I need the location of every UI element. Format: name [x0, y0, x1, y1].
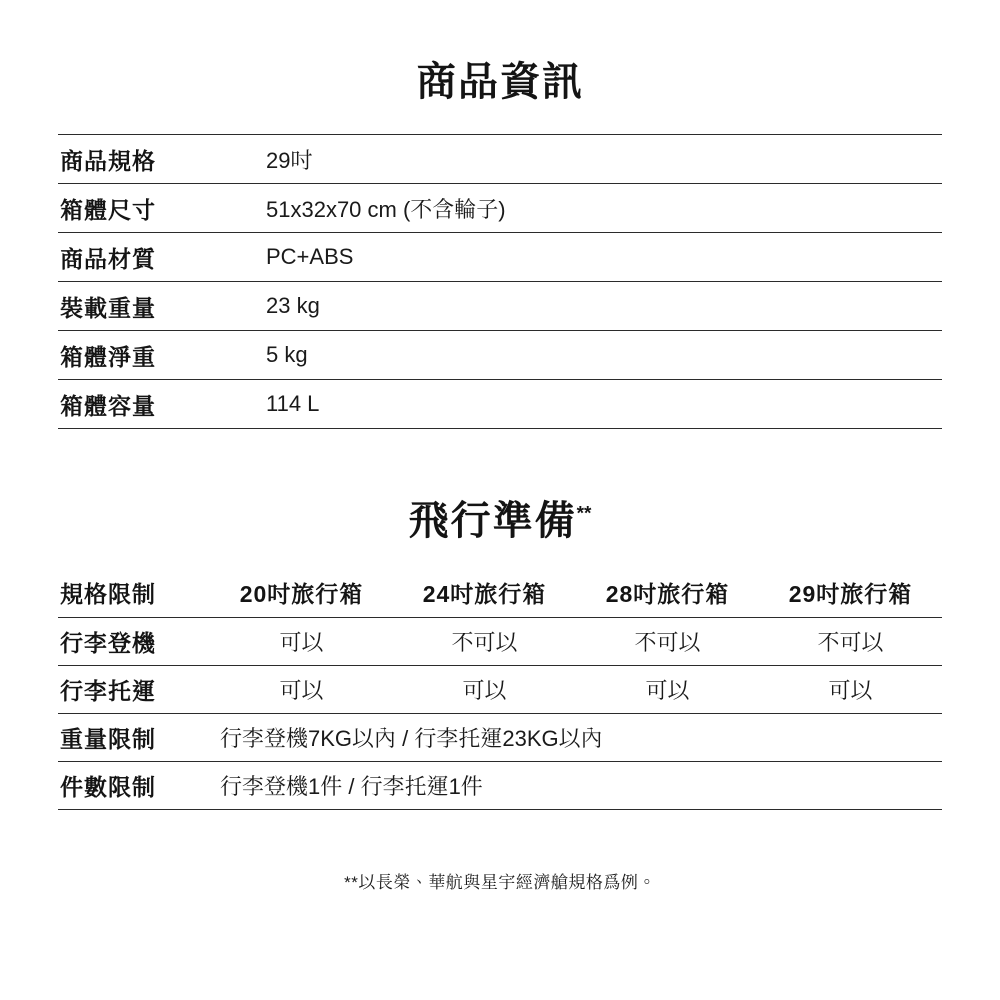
- flight-cell: 可以: [393, 665, 576, 713]
- flight-row-label: 行李托運: [58, 665, 210, 713]
- flight-title-superscript: **: [576, 503, 592, 525]
- spec-row-value: 51x32x70 cm (不含輪子): [260, 184, 942, 233]
- flight-cell: 不可以: [759, 617, 942, 665]
- table-row: [58, 184, 942, 233]
- flight-cell: 可以: [759, 665, 942, 713]
- column-header-29inch: 29吋旅行箱: [759, 569, 942, 617]
- table-row: [58, 380, 942, 429]
- table-row: [58, 761, 942, 809]
- flight-cell-span: 行李登機1件 / 行李托運1件: [210, 761, 942, 809]
- table-row: [58, 713, 942, 761]
- spec-table: [58, 134, 942, 429]
- flight-cell: 可以: [210, 665, 393, 713]
- footnote: **以長榮、華航與星宇經濟艙規格爲例。: [344, 872, 656, 892]
- flight-row-label: 重量限制: [58, 713, 210, 761]
- flight-title-text: 飛行準備: [408, 499, 577, 543]
- spec-section-title: 商品資訊: [416, 60, 584, 104]
- flight-cell: 可以: [576, 665, 759, 713]
- column-header-28inch: 28吋旅行箱: [576, 569, 759, 617]
- table-row: [58, 282, 942, 331]
- column-header-limit: 規格限制: [58, 569, 210, 617]
- table-row: [58, 665, 942, 713]
- flight-cell: 不可以: [576, 617, 759, 665]
- spec-row-label: 商品材質: [58, 233, 260, 282]
- table-row: [58, 617, 942, 665]
- flight-row-label: 行李登機: [58, 617, 210, 665]
- flight-table: [58, 569, 942, 810]
- flight-section-title: [0, 429, 1000, 543]
- spec-row-label: 商品規格: [58, 135, 260, 184]
- spec-row-value: PC+ABS: [260, 233, 942, 282]
- spec-row-value: 23 kg: [260, 282, 942, 331]
- spec-row-value: 29吋: [260, 135, 942, 184]
- flight-cell: 不可以: [393, 617, 576, 665]
- column-header-24inch: 24吋旅行箱: [393, 569, 576, 617]
- spec-row-label: 裝載重量: [58, 282, 260, 331]
- table-header-row: [58, 569, 942, 617]
- spec-row-label: 箱體容量: [58, 380, 260, 429]
- spec-row-value: 114 L: [260, 380, 942, 429]
- spec-row-value: 5 kg: [260, 331, 942, 380]
- spec-row-label: 箱體淨重: [58, 331, 260, 380]
- flight-cell-span: 行李登機7KG以內 / 行李托運23KG以內: [210, 713, 942, 761]
- spec-row-label: 箱體尺寸: [58, 184, 260, 233]
- flight-cell: 可以: [210, 617, 393, 665]
- table-row: [58, 331, 942, 380]
- column-header-20inch: 20吋旅行箱: [210, 569, 393, 617]
- table-row: [58, 233, 942, 282]
- table-row: [58, 135, 942, 184]
- flight-row-label: 件數限制: [58, 761, 210, 809]
